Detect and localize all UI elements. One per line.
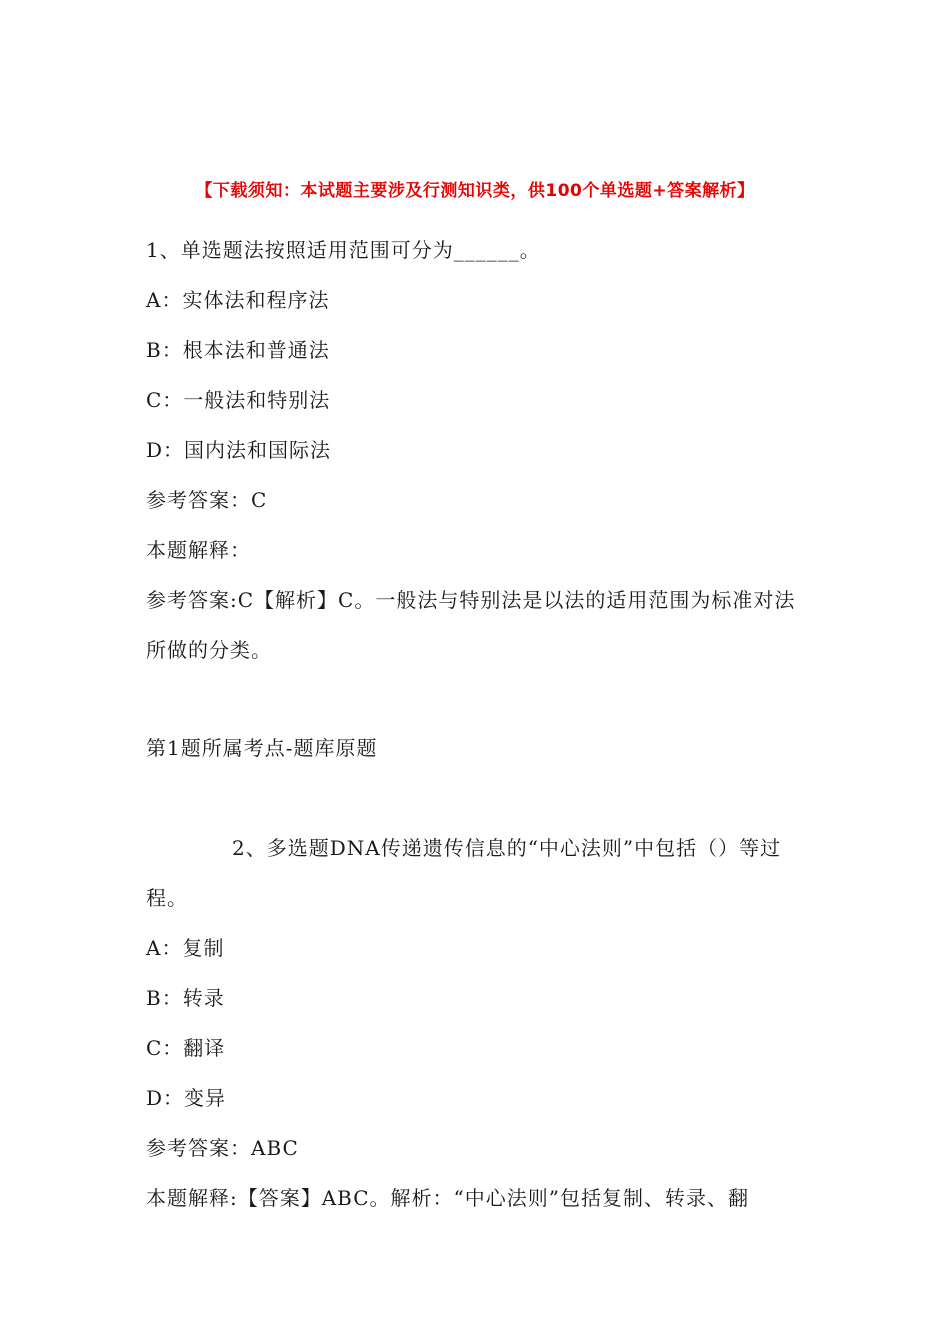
- question-1-option-c: C：一般法和特别法: [146, 388, 331, 412]
- question-1-option-d: D：国内法和国际法: [146, 438, 332, 462]
- question-1-topic: 第1题所属考点-题库原题: [146, 736, 378, 760]
- question-2-option-b: B：转录: [146, 986, 225, 1010]
- question-2-option-d: D：变异: [146, 1086, 227, 1110]
- download-notice: 【下载须知：本试题主要涉及行测知识类，供100个单选题+答案解析】: [195, 181, 755, 201]
- question-2-stem: 2、多选题DNA传递遗传信息的“中心法则”中包括（）等过程。: [146, 836, 782, 910]
- question-2-option-c: C：翻译: [146, 1036, 226, 1060]
- question-1-explanation: 参考答案:C【解析】C。一般法与特别法是以法的适用范围为标准对法所做的分类。: [146, 588, 796, 662]
- question-1-stem: 1、单选题法按照适用范围可分为______。: [146, 238, 541, 262]
- question-1-answer: 参考答案：C: [146, 488, 268, 512]
- question-1-explanation-label: 本题解释：: [146, 538, 251, 562]
- question-2-explanation: 本题解释:【答案】ABC。解析：“中心法则”包括复制、转录、翻: [146, 1186, 750, 1210]
- question-2-answer: 参考答案：ABC: [146, 1136, 299, 1160]
- question-1-option-a: A：实体法和程序法: [146, 288, 330, 312]
- question-1-option-b: B：根本法和普通法: [146, 338, 330, 362]
- question-2-option-a: A：复制: [146, 936, 225, 960]
